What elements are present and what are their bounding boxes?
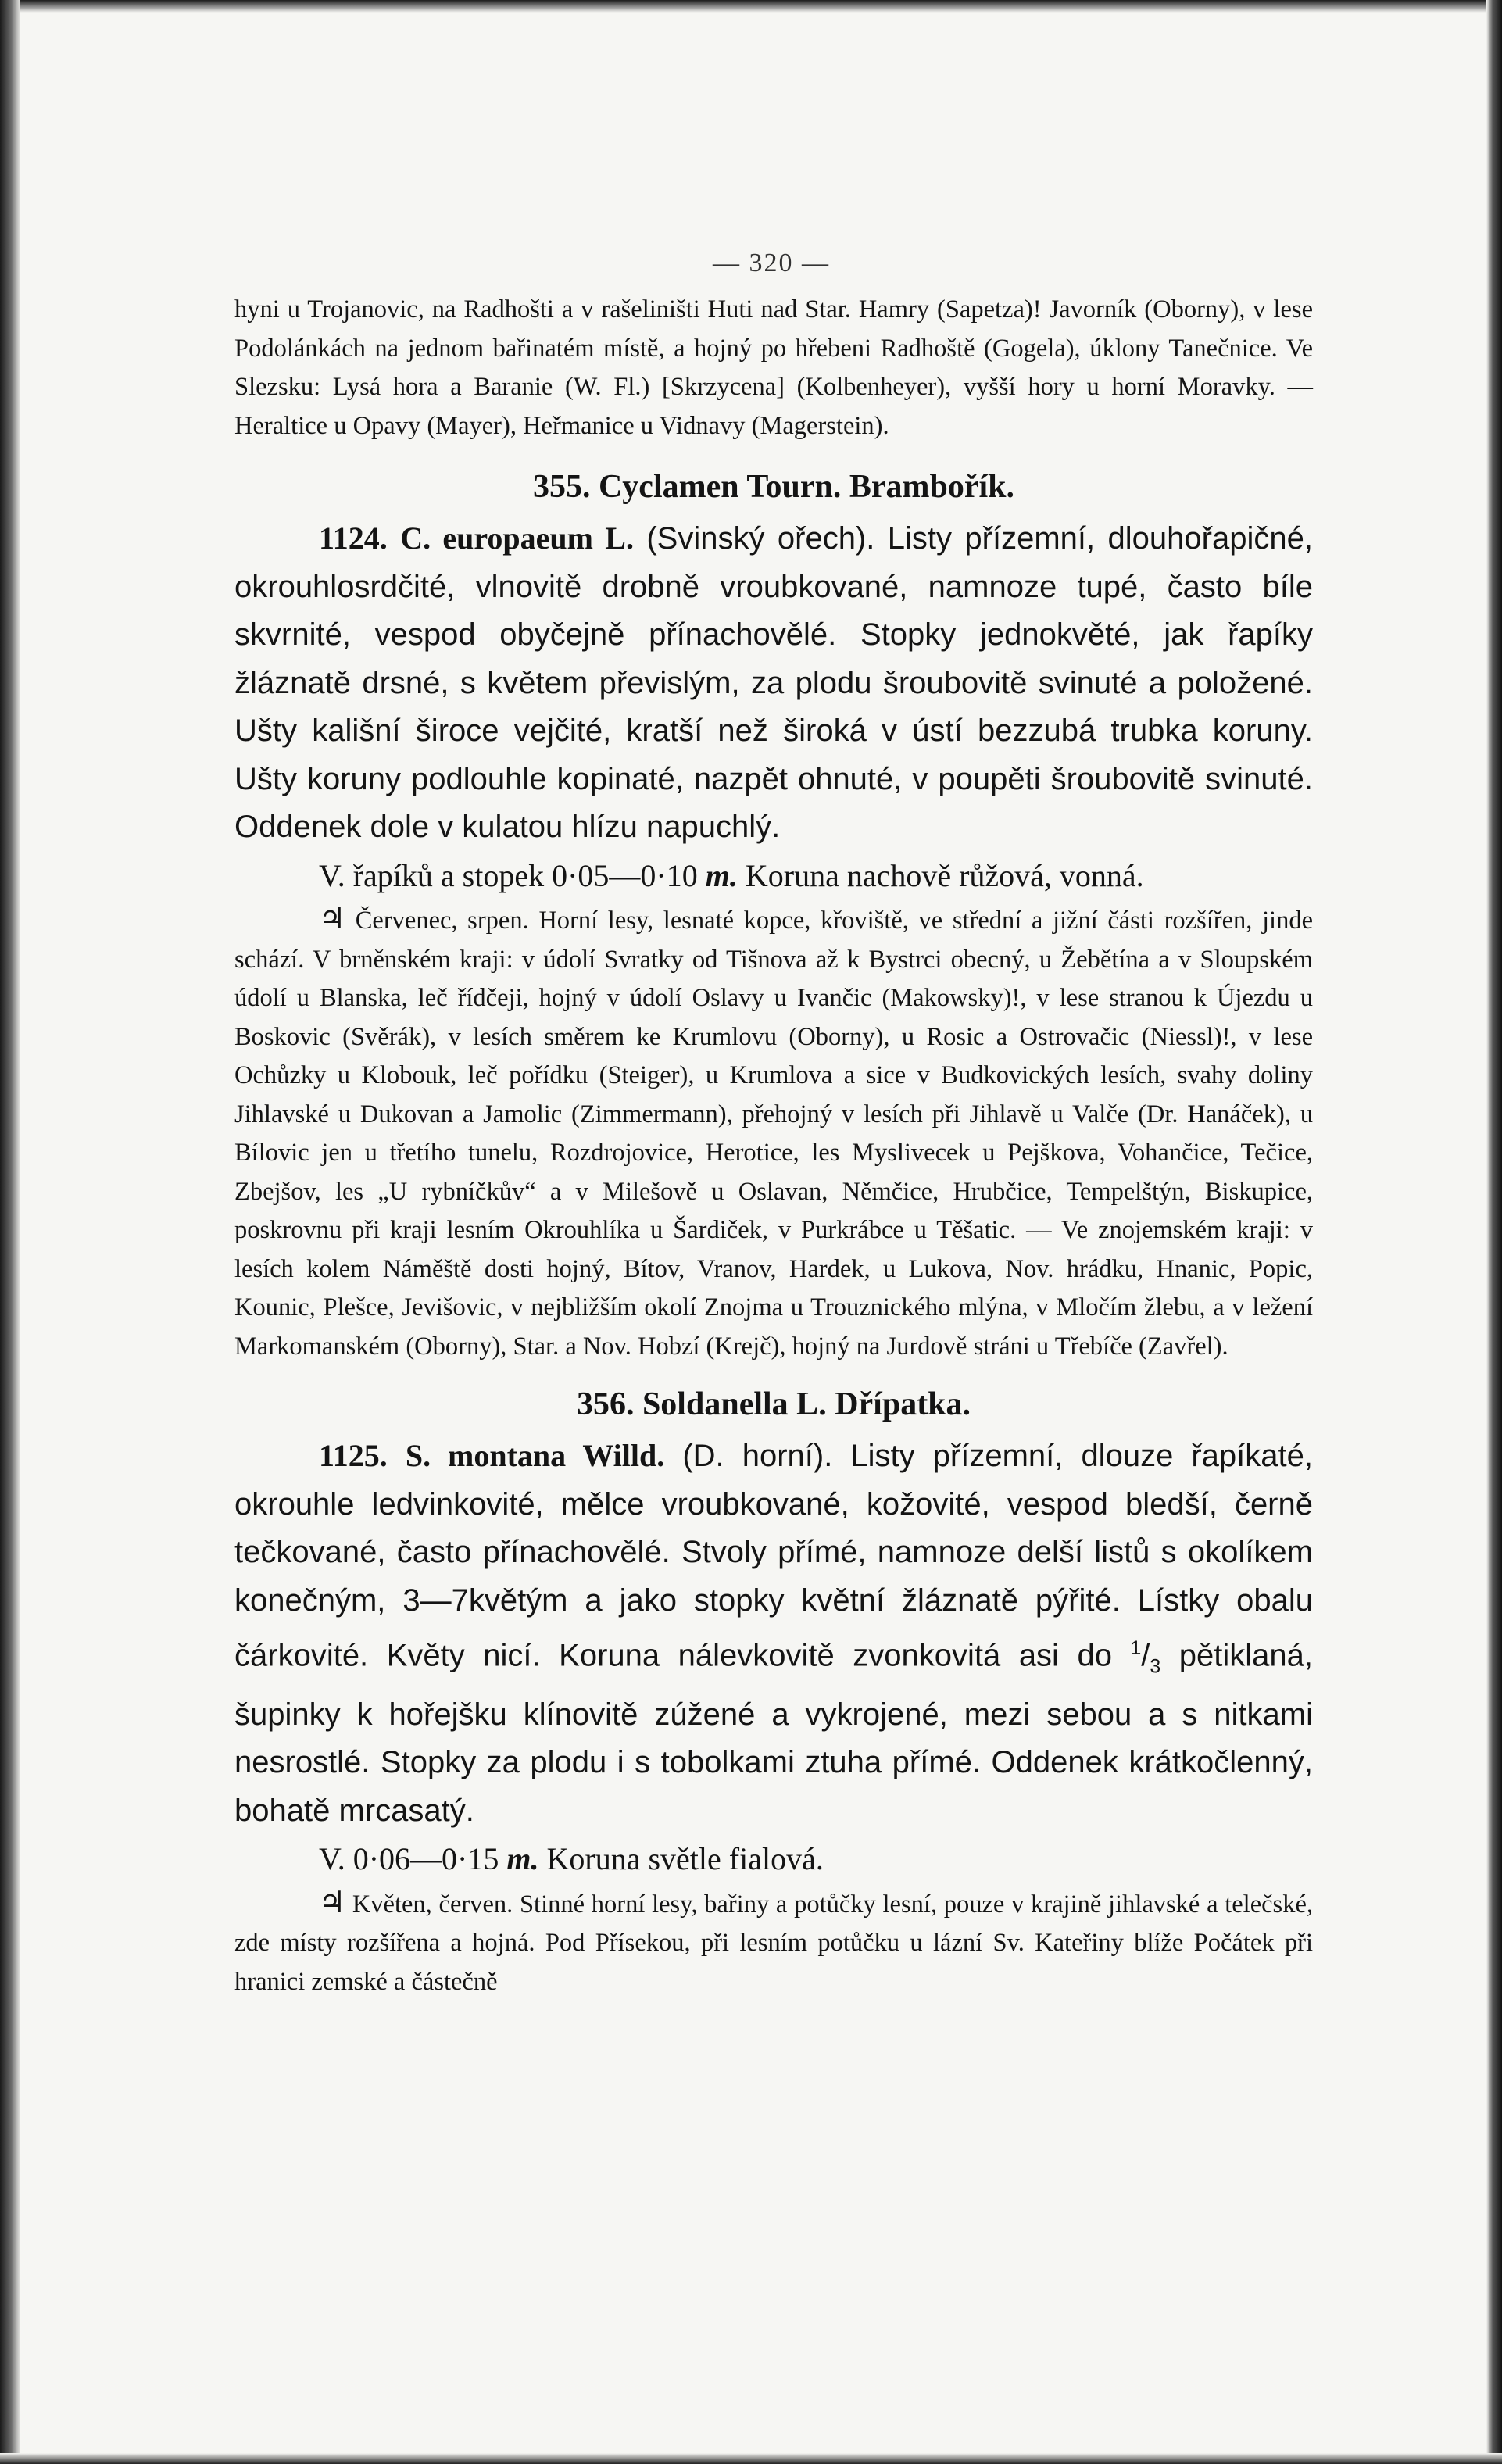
genus-heading-cyclamen: 355. Cyclamen Tourn. Brambořík. [532,469,1015,505]
species-number: 1124. [319,520,388,556]
dimensions-unit: m. [506,1841,539,1877]
corolla-color: Koruna nachově růžová, vonná. [745,857,1144,893]
species-description-cont: pětiklaná, šupinky k hořejšku klínovitě zúžené a vykrojené, mezi sebou a s nitkami nesrostlé. Stopky za plodu i s tobolkami ztuha přímé. Oddenek krátkočlenný, bohatě mrcasatý. [234,1638,1313,1828]
corolla-color: Koruna světle fialová. [546,1841,824,1877]
scan-edge-left [0,0,20,2464]
distribution-text: Květen, červen. Stinné horní lesy, bařiny a potůčky lesní, pouze v krajině jihlavské a telečské, zde místy rozšířena a hojná. Pod Přísekou, při lesním potůčku u lázní Sv. Kateřiny blíže Počátek při hranici zemské a částečně [234,1890,1314,1996]
fraction-numerator: 1 [1130,1638,1142,1659]
common-name: (Svinský ořech). [646,521,875,556]
scan-edge-bottom [0,2453,1502,2464]
dimensions-unit: m. [705,857,738,893]
page-number: — 320 — [713,249,830,277]
distribution-text: Červenec, srpen. Horní lesy, lesnaté kopce, křoviště, ve střední a jižní části rozšířen, jinde schází. V brněnském kraji: v údolí Svratky od Tišnova až k Bystrci obecný, u Žebětína a v Sloupském údolí u Blanska, leč řídčeji, hojný v údolí Oslavy u Ivančic (Makowsky)!, v lese stranou k Újezdu u Boskovic (Svěrák), v lesích směrem ke Krumlovu (Oborny), u Rosic a Ostrovačic (Niessl)!, v lese Ochůzky u Klobouk, leč pořídku (Steiger), u Krumlova a sice v Budkovických lesích, svahy doliny Jihlavské u Dukovan a Jamolic (Zimmermann), přehojný v lesích při Jihlavě u Valče (Dr. Hanáček), u Bílovic jen u třetího tunelu, Rozdrojovice, Herotice, les Myslivecek u Pejškova, Vohančice, Tečice, Zbejšov, les „U rybníčkův“ a v Milešově u Oslavan, Němčice, Hrubčice, Tempelštýn, Biskupice, poskrovnu při kraji lesním Okrouhlíka u Šardiček, v Purkrábce u Těšatic. — Ve znojemském kraji: v lesích kolem Náměště dosti hojný, Bítov, Vranov, Hardek, u Lukova, Nov. hrádku, Hnanic, Popic, Kounic, Plešce, Jevišovic, v nejbližším okolí Znojma u Trouznického mlýna, v Mločím žlebu, a v ležení Markomanském (Oborny), Star. a Nov. Hobzí (Krejč), hojný na Jurdově stráni u Třebíče (Zavřel). [234,907,1313,1361]
species-name: C. europaeum L. [400,520,634,556]
common-name: (D. horní). [682,1439,833,1473]
dimensions-text: V. 0·06—0·15 [319,1841,499,1877]
distribution-1125 [234,1883,1313,2002]
dimensions-text: V. řapíků a stopek 0·05—0·10 [319,857,698,893]
dimensions-line-1125 [234,1835,1313,1883]
species-description-1125: 1125. S. montana Willd. (D. horní). Listy přízemní, dlouze řapíkaté, okrouhle ledvinkovité, mělce vroubkované, kožovité, vespod bledší, černě tečkované, často přínachovělé. Stvoly přímé, namnoze delší listů s okolíkem konečným, 3—7květým a jako stopky květní žláznatě pýřité. Lístky obalu čárkovité. Květy nicí. Koruna nálevkovitě zvonkovitá asi do $^1/_3$ pětiklaná, šupinky k hořejšku klínovitě zúžené a vykrojené, mezi sebou a s nitkami nesrostlé. Stopky za plodu i s tobolkami ztuha přímé. Oddenek krátkočlenný, bohatě mrcasatý. [234,1438,1314,1828]
distribution-1124 [234,899,1313,1366]
species-description: Listy přízemní, dlouhořapičné, okrouhlosrdčité, vlnovitě drobně vroubkované, namnoze tupé, často bíle skvrnité, vespod obyčejně přínachovělé. Stopky jednokvěté, jak řapíky žláznatě drsné, s květem převislým, za plodu šroubovitě svinuté a položené. Ušty kališní široce vejčité, kratší než široká v ústí bezzubá trubka koruny. Ušty koruny podlouhle kopinaté, nazpět ohnuté, v poupěti šroubovitě svinuté. Oddenek dole v kulatou hlízu napuchlý. [234,521,1313,844]
perennial-symbol-icon: ♃ [319,901,346,935]
dimensions-line-1124 [234,852,1313,900]
species-name: S. montana Willd. [405,1438,665,1473]
genus-heading-soldanella: 356. Soldanella L. Dřípatka. [576,1386,971,1422]
perennial-symbol-icon: ♃ [319,1884,346,1919]
species-description: Listy přízemní, dlouze řapíkaté, okrouhle ledvinkovité, mělce vroubkované, kožovité, vespod bledší, černě tečkované, často přínachovělé. Stvoly přímé, namnoze delší listů s okolíkem konečným, 3—7květým a jako stopky květní žláznatě pýřité. Lístky obalu čárkovité. Květy nicí. Koruna nálevkovitě zvonkovitá asi do [234,1439,1314,1673]
page-content [234,291,1313,2001]
scan-edge-top [0,0,1502,13]
species-number: 1125. [319,1438,388,1473]
intro-paragraph: hyni u Trojanovic, na Radhošti a v rašeliništi Huti nad Star. Hamry (Sapetza)! Javorník (Oborny), v lese Podolánkách na jednom bařinatém místě, a hojný po hřebeni Radhoště (Gogela), úklony Tanečnice. Ve Slezsku: Lysá hora a Baranie (W. Fl.) [Skrzycena] (Kolbenheyer), vyšší hory u horní Moravky. — Heraltice u Opavy (Mayer), Heřmanice u Vidnavy (Magerstein). [234,295,1313,440]
species-description-1124 [234,514,1313,852]
fraction-denominator: 3 [1150,1656,1161,1678]
scan-edge-right [1486,0,1502,2464]
